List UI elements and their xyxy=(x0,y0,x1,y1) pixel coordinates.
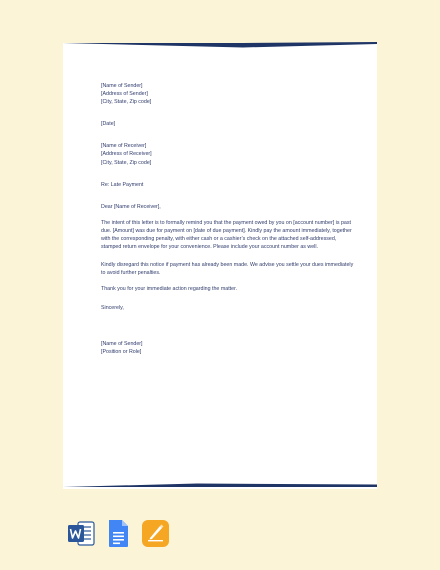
letter-date: [Date] xyxy=(101,121,116,128)
format-icons xyxy=(67,519,170,548)
closing: Sincerely, xyxy=(101,304,124,311)
letter-body xyxy=(101,82,356,356)
receiver-address: [Address of Receiver] xyxy=(101,151,152,158)
pages-icon[interactable] xyxy=(141,519,170,548)
receiver-name: [Name of Receiver] xyxy=(101,143,147,150)
receiver-city: [City, State, Zip code] xyxy=(101,159,152,166)
letter-subject: Re: Late Payment xyxy=(101,181,144,188)
google-docs-icon[interactable] xyxy=(104,519,133,548)
paragraph-disregard: Kindly disregard this notice if payment has already been made. We advise you settle your dues immediately to avoid further penalties. xyxy=(101,262,354,277)
signature-name: [Name of Sender] xyxy=(101,340,143,347)
sender-city: [City, State, Zip code] xyxy=(101,99,152,106)
sender-address: [Address of Sender] xyxy=(101,91,148,98)
word-icon[interactable] xyxy=(67,519,96,548)
paragraph-thanks: Thank you for your immediate action regarding the matter. xyxy=(101,286,238,293)
bottom-decorative-swoosh xyxy=(63,483,377,489)
top-decorative-swoosh xyxy=(63,42,377,48)
paragraph-reminder: The intent of this letter is to formally remind you that the payment owed by you on [account number] is past due. [Amount] was due for payment on [date of due payment]. Kindly pay the amount immediately, together with the corresponding penalty, with either cash or a cashier’s check on the attached self-addressed, stamped return envelope for your convenience. Please include your account number as well. xyxy=(101,219,352,251)
sender-name: [Name of Sender] xyxy=(101,83,143,89)
signature-role: [Position or Role] xyxy=(101,348,142,355)
salutation: Dear [Name of Receiver], xyxy=(101,203,161,210)
